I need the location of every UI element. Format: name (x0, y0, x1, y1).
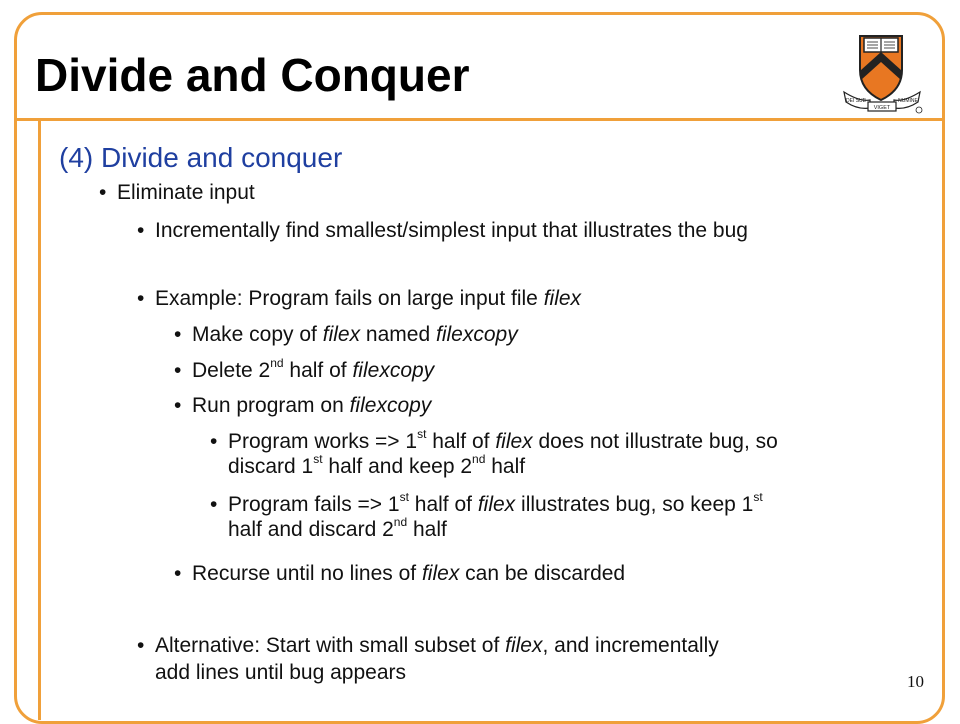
filename-filex: filex (421, 562, 460, 585)
filename-filex: filex (505, 634, 543, 657)
bullet-text: does not illustrate bug, so (532, 430, 778, 453)
bullet-text: Eliminate input (117, 181, 255, 204)
ordinal-suffix: st (399, 490, 409, 504)
bullet-incrementally (137, 218, 748, 243)
ordinal-suffix: nd (393, 515, 408, 529)
bullet-dot: • (174, 394, 182, 417)
ordinal-suffix: st (753, 490, 763, 504)
bullet-text: discard 1 (228, 455, 314, 478)
bullet-text: can be discarded (459, 562, 626, 585)
bullet-text: named (360, 323, 436, 346)
bullet-text: half (485, 455, 526, 478)
crest-motto-left: DEI SUB (845, 98, 867, 104)
bullet-text: illustrates bug, so keep 1 (515, 493, 754, 516)
bullet-dot: • (137, 219, 145, 242)
crest-motto-bottom: VIGET (873, 105, 891, 111)
bullet-run-program (174, 393, 432, 418)
bullet-text: Program works => 1 (228, 430, 418, 453)
bullet-text: add lines until bug appears (155, 661, 407, 684)
bullet-text: Example: Program fails on large input file (155, 287, 544, 310)
bullet-dot: • (210, 493, 218, 516)
bullet-dot: • (210, 430, 218, 453)
bullet-text: half of (408, 493, 478, 516)
ordinal-suffix: st (313, 452, 323, 466)
crest-motto-right: NUMINE (898, 98, 918, 104)
bullet-text: Alternative: Start with small subset of (155, 634, 506, 657)
bullet-dot: • (137, 634, 145, 657)
filename-filex: filex (543, 287, 582, 310)
bullet-dot: • (174, 562, 182, 585)
filename-filex: filex (477, 493, 516, 516)
filename-filex: filex (322, 323, 361, 346)
bullet-text: half (407, 518, 447, 541)
ordinal-suffix: st (417, 427, 427, 441)
bullet-text: Program fails => 1 (228, 493, 400, 516)
bullet-text: Make copy of (192, 323, 323, 346)
bullet-dot: • (137, 287, 145, 310)
bullet-dot: • (174, 323, 182, 346)
bullet-alternative (137, 632, 719, 686)
bullet-text: half of (426, 430, 496, 453)
bullet-example (137, 286, 582, 311)
bullet-make-copy (174, 322, 518, 347)
bullet-delete-half (174, 356, 435, 383)
section-heading: (4) Divide and conquer (59, 142, 343, 173)
filename-filexcopy: filexcopy (435, 323, 518, 346)
bullet-program-fails (210, 490, 763, 542)
bullet-text: half and keep 2 (322, 455, 473, 478)
bullet-dot: • (99, 181, 107, 204)
bullet-eliminate-input (99, 180, 255, 205)
bullet-text: , and incrementally (542, 634, 719, 657)
ordinal-suffix: nd (270, 356, 284, 370)
bullet-dot: • (174, 359, 182, 382)
filename-filexcopy: filexcopy (352, 359, 435, 382)
ordinal-suffix: nd (472, 452, 486, 466)
bullet-program-works (210, 427, 778, 479)
bullet-text: half and discard 2 (228, 518, 394, 541)
filename-filex: filex (495, 430, 533, 453)
bullet-text: Recurse until no lines of (192, 562, 422, 585)
bullet-text: Incrementally find smallest/simplest input that illustrates the bug (155, 219, 748, 242)
slide-title: Divide and Conquer (35, 49, 470, 101)
bullet-text: half of (283, 359, 353, 382)
filename-filexcopy: filexcopy (349, 394, 432, 417)
bullet-recurse (174, 561, 626, 586)
bullet-text: Delete 2 (192, 359, 271, 382)
page-number: 10 (907, 672, 924, 691)
bullet-text: Run program on (192, 394, 350, 417)
